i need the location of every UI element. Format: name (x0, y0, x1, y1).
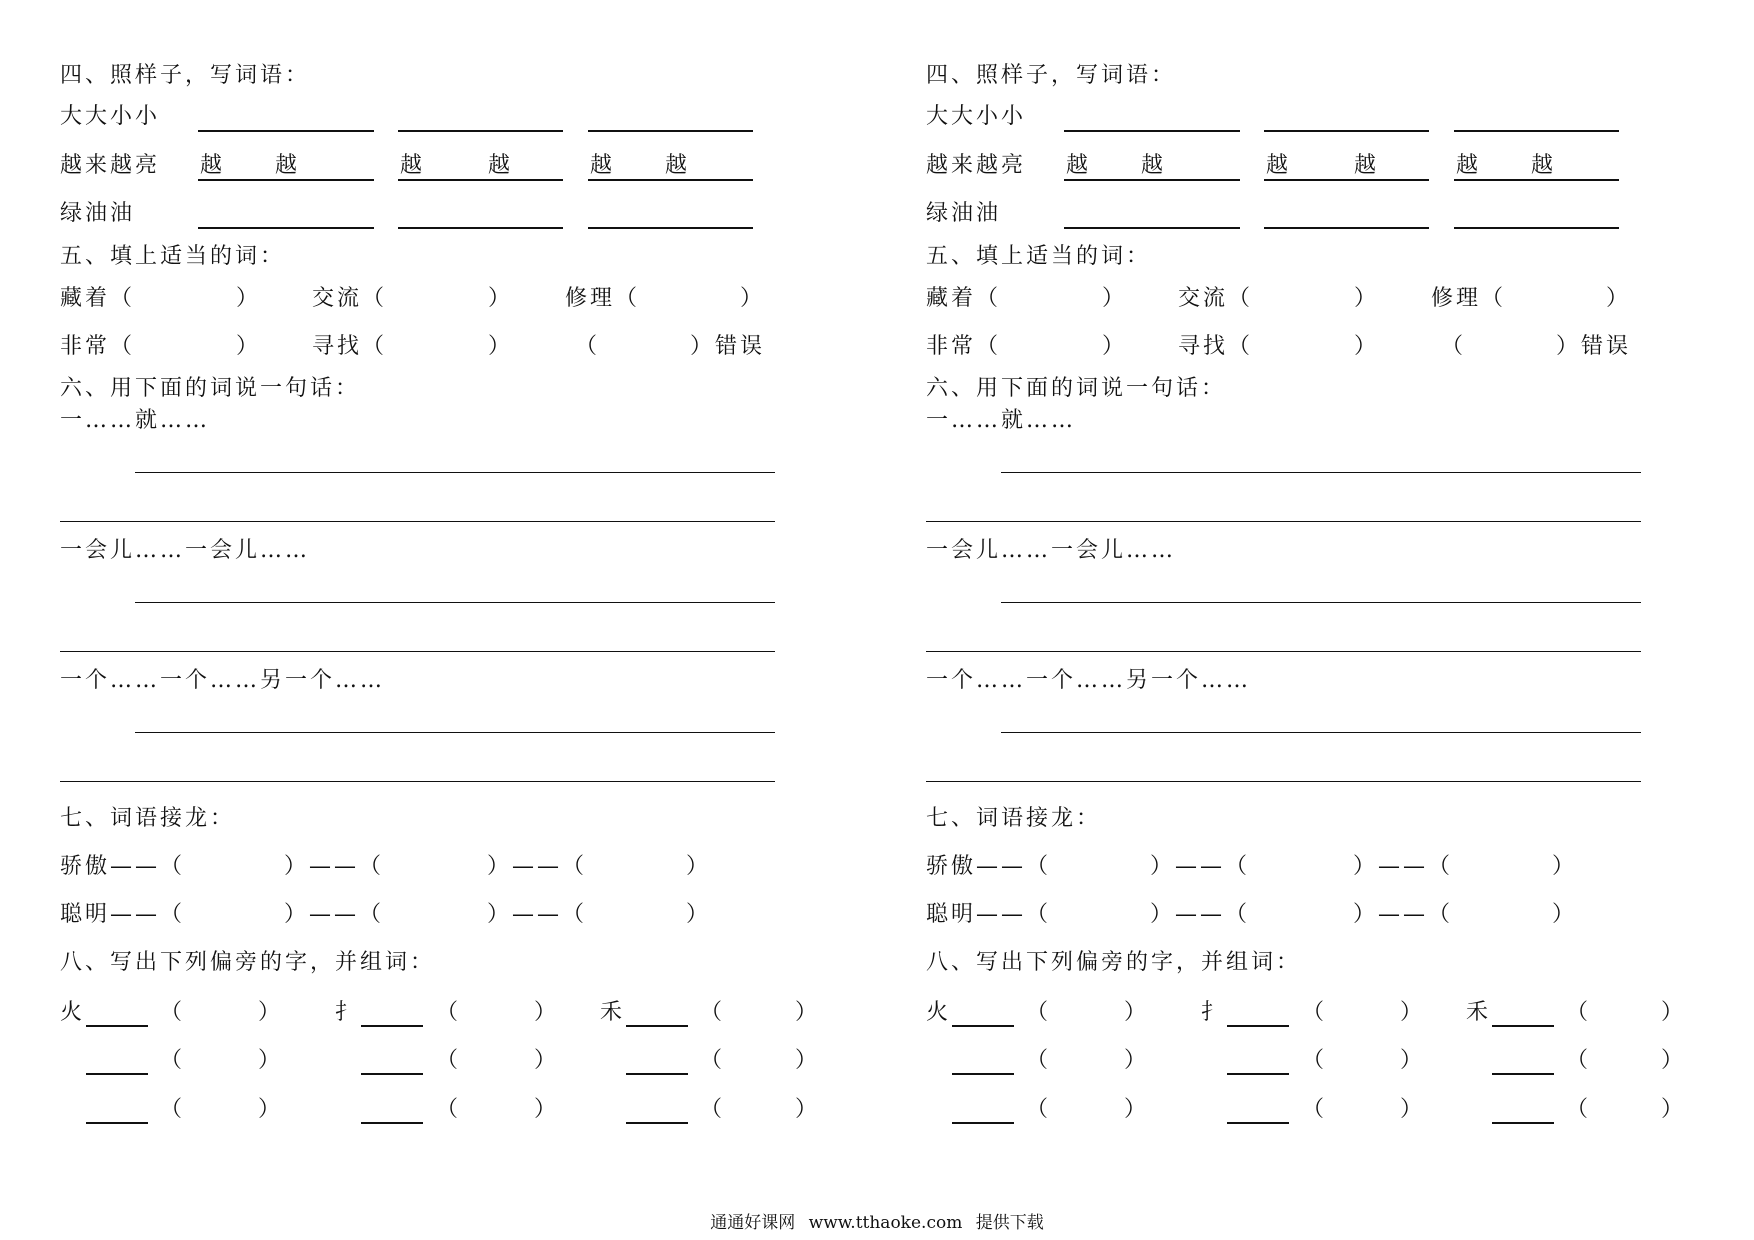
right-paren: ） (795, 1048, 821, 1073)
section-6-title: 六、用下面的词说一句话： (926, 376, 1227, 401)
chain-word-congming: 聪明 (926, 902, 977, 927)
blank-line[interactable] (626, 1122, 688, 1124)
left-paren: （ (700, 1000, 726, 1025)
blank-line[interactable] (1264, 130, 1429, 132)
writing-line[interactable] (1001, 602, 1641, 603)
prompt-yige: 一个……一个……另一个…… (60, 668, 386, 693)
writing-line[interactable] (135, 602, 775, 603)
section-4-title: 四、照样子，写词语： (60, 63, 311, 88)
blank-line[interactable] (1227, 1025, 1289, 1027)
blank-line[interactable] (1064, 130, 1240, 132)
chain-dash: ）——（ (1353, 902, 1454, 927)
writing-line[interactable] (926, 781, 1641, 782)
prompt-yi-jiu: 一……就…… (926, 408, 1077, 433)
blank-line[interactable] (361, 1122, 423, 1124)
chain-dash: ）——（ (284, 902, 385, 927)
example-lvyouyou: 绿油油 (60, 201, 136, 226)
yue-char: 越 (488, 153, 514, 178)
example-dadaxiaoxiao: 大大小小 (60, 104, 161, 129)
right-paren: ） (1124, 1000, 1150, 1025)
blank-line[interactable] (1454, 227, 1619, 229)
writing-line[interactable] (1001, 732, 1641, 733)
right-paren: ） (534, 1000, 560, 1025)
left-paren: （ (1026, 1097, 1052, 1122)
example-dadaxiaoxiao: 大大小小 (926, 104, 1027, 129)
blank-line[interactable] (1492, 1122, 1554, 1124)
blank-line[interactable] (361, 1025, 423, 1027)
fill-xunzhao: 寻找（ (1178, 334, 1254, 359)
chain-dash: ）——（ (1150, 902, 1251, 927)
left-paren: （ (700, 1048, 726, 1073)
blank-line[interactable] (588, 227, 753, 229)
right-paren: ） (488, 334, 514, 359)
right-paren: ） (1354, 334, 1380, 359)
section-6-title: 六、用下面的词说一句话： (60, 376, 361, 401)
left-paren: （ (160, 1048, 186, 1073)
chain-word-jiaoao: 骄傲 (926, 854, 977, 879)
fill-feichang: 非常（ (60, 334, 136, 359)
left-paren: （ (1441, 334, 1467, 359)
radical-he: 禾 (600, 1000, 626, 1025)
chain-dash: ）——（ (284, 854, 385, 879)
right-paren: ） (534, 1048, 560, 1073)
left-paren: （ (160, 1097, 186, 1122)
right-paren: ） (1661, 1048, 1687, 1073)
right-paren: ） (236, 334, 262, 359)
left-paren: （ (1026, 1048, 1052, 1073)
blank-line[interactable] (952, 1025, 1014, 1027)
page-footer (0, 1208, 1754, 1233)
left-paren: （ (700, 1097, 726, 1122)
blank-line[interactable] (198, 227, 374, 229)
blank-line[interactable] (1492, 1073, 1554, 1075)
section-7-title: 七、词语接龙： (60, 806, 236, 831)
chain-word-congming: 聪明 (60, 902, 111, 927)
blank-line[interactable] (198, 179, 374, 181)
blank-line[interactable] (198, 130, 374, 132)
left-paren: （ (436, 1048, 462, 1073)
right-paren: ） (686, 902, 712, 927)
right-paren: ） (1124, 1048, 1150, 1073)
left-paren: （ (1566, 1048, 1592, 1073)
section-5-title: 五、填上适当的词： (926, 244, 1152, 269)
yue-char: 越 (1066, 153, 1092, 178)
writing-line[interactable] (60, 651, 775, 652)
fill-xunzhao: 寻找（ (312, 334, 388, 359)
right-paren: ） (686, 854, 712, 879)
fill-feichang: 非常（ (926, 334, 1002, 359)
footer-site-name: 通通好课网 (710, 1213, 796, 1233)
worksheet-right (866, 0, 1687, 1240)
right-paren: ） (795, 1097, 821, 1122)
blank-line[interactable] (1227, 1073, 1289, 1075)
writing-line[interactable] (135, 732, 775, 733)
right-paren: ） (1661, 1097, 1687, 1122)
writing-line[interactable] (926, 651, 1641, 652)
right-paren: ） (1124, 1097, 1150, 1122)
right-paren: ） (1354, 286, 1380, 311)
right-paren: ） (258, 1097, 284, 1122)
section-7-title: 七、词语接龙： (926, 806, 1102, 831)
left-paren: （ (1566, 1000, 1592, 1025)
prompt-yi-jiu: 一……就…… (60, 408, 211, 433)
right-paren: ） (258, 1000, 284, 1025)
right-paren: ） (1552, 854, 1578, 879)
right-paren: ） (795, 1000, 821, 1025)
right-paren: ） (258, 1048, 284, 1073)
yue-char: 越 (275, 153, 301, 178)
writing-line[interactable] (60, 521, 775, 522)
right-paren: ） (1661, 1000, 1687, 1025)
radical-shou: 扌 (335, 1000, 361, 1025)
blank-line[interactable] (952, 1073, 1014, 1075)
chain-dash: ——（ (110, 902, 186, 927)
yue-char: 越 (1266, 153, 1292, 178)
yue-char: 越 (1531, 153, 1557, 178)
right-paren: ） (740, 286, 766, 311)
right-paren: ） (236, 286, 262, 311)
blank-line[interactable] (398, 130, 563, 132)
left-paren: （ (1302, 1097, 1328, 1122)
left-paren: （ (160, 1000, 186, 1025)
radical-shou: 扌 (1201, 1000, 1227, 1025)
yue-char: 越 (400, 153, 426, 178)
left-paren: （ (1302, 1000, 1328, 1025)
right-paren: ） (1400, 1000, 1426, 1025)
example-yuelaiyueliang: 越来越亮 (926, 153, 1027, 178)
blank-line[interactable] (1492, 1025, 1554, 1027)
fill-cuowu: ）错误 (1556, 334, 1632, 359)
example-lvyouyou: 绿油油 (926, 201, 1002, 226)
blank-line[interactable] (1454, 179, 1619, 181)
blank-line[interactable] (86, 1073, 148, 1075)
fill-cangzhe: 藏着（ (926, 286, 1002, 311)
right-paren: ） (488, 286, 514, 311)
blank-line[interactable] (398, 227, 563, 229)
blank-line[interactable] (398, 179, 563, 181)
blank-line[interactable] (1064, 227, 1240, 229)
chain-word-jiaoao: 骄傲 (60, 854, 111, 879)
radical-he: 禾 (1466, 1000, 1492, 1025)
writing-line[interactable] (926, 521, 1641, 522)
prompt-yihuier: 一会儿……一会儿…… (926, 538, 1177, 563)
footer-note: 提供下载 (975, 1213, 1044, 1233)
writing-line[interactable] (135, 472, 775, 473)
chain-dash: ）——（ (487, 902, 588, 927)
left-paren: （ (436, 1000, 462, 1025)
right-paren: ） (1400, 1097, 1426, 1122)
writing-line[interactable] (60, 781, 775, 782)
fill-jiaoliu: 交流（ (312, 286, 388, 311)
blank-line[interactable] (588, 179, 753, 181)
blank-line[interactable] (1264, 227, 1429, 229)
right-paren: ） (1102, 334, 1128, 359)
right-paren: ） (1400, 1048, 1426, 1073)
right-paren: ） (1102, 286, 1128, 311)
section-8-title: 八、写出下列偏旁的字，并组词： (60, 950, 436, 975)
radical-huo: 火 (926, 1000, 952, 1025)
yue-char: 越 (1354, 153, 1380, 178)
prompt-yige: 一个……一个……另一个…… (926, 668, 1252, 693)
section-5-title: 五、填上适当的词： (60, 244, 286, 269)
yue-char: 越 (590, 153, 616, 178)
blank-line[interactable] (1264, 179, 1429, 181)
fill-cangzhe: 藏着（ (60, 286, 136, 311)
blank-line[interactable] (1454, 130, 1619, 132)
blank-line[interactable] (626, 1025, 688, 1027)
blank-line[interactable] (86, 1122, 148, 1124)
left-paren: （ (436, 1097, 462, 1122)
blank-line[interactable] (86, 1025, 148, 1027)
chain-dash: ）——（ (487, 854, 588, 879)
yue-char: 越 (1456, 153, 1482, 178)
writing-line[interactable] (1001, 472, 1641, 473)
left-paren: （ (1026, 1000, 1052, 1025)
fill-xiuli: 修理（ (565, 286, 641, 311)
blank-line[interactable] (1227, 1122, 1289, 1124)
yue-char: 越 (1141, 153, 1167, 178)
fill-xiuli: 修理（ (1431, 286, 1507, 311)
chain-dash: ——（ (110, 854, 186, 879)
section-8-title: 八、写出下列偏旁的字，并组词： (926, 950, 1302, 975)
fill-cuowu: ）错误 (690, 334, 766, 359)
right-paren: ） (1606, 286, 1632, 311)
left-paren: （ (1302, 1048, 1328, 1073)
radical-huo: 火 (60, 1000, 86, 1025)
worksheet-left (0, 0, 821, 1240)
yue-char: 越 (665, 153, 691, 178)
chain-dash: ）——（ (1150, 854, 1251, 879)
chain-dash: ）——（ (1353, 854, 1454, 879)
right-paren: ） (534, 1097, 560, 1122)
right-paren: ） (1552, 902, 1578, 927)
left-paren: （ (1566, 1097, 1592, 1122)
blank-line[interactable] (588, 130, 753, 132)
prompt-yihuier: 一会儿……一会儿…… (60, 538, 311, 563)
blank-line[interactable] (1064, 179, 1240, 181)
chain-dash: ——（ (976, 854, 1052, 879)
chain-dash: ——（ (976, 902, 1052, 927)
section-4-title: 四、照样子，写词语： (926, 63, 1177, 88)
example-yuelaiyueliang: 越来越亮 (60, 153, 161, 178)
fill-jiaoliu: 交流（ (1178, 286, 1254, 311)
left-paren: （ (575, 334, 601, 359)
blank-line[interactable] (361, 1073, 423, 1075)
yue-char: 越 (200, 153, 226, 178)
blank-line[interactable] (626, 1073, 688, 1075)
blank-line[interactable] (952, 1122, 1014, 1124)
footer-url-link[interactable]: www.tthaoke.com (808, 1213, 963, 1233)
